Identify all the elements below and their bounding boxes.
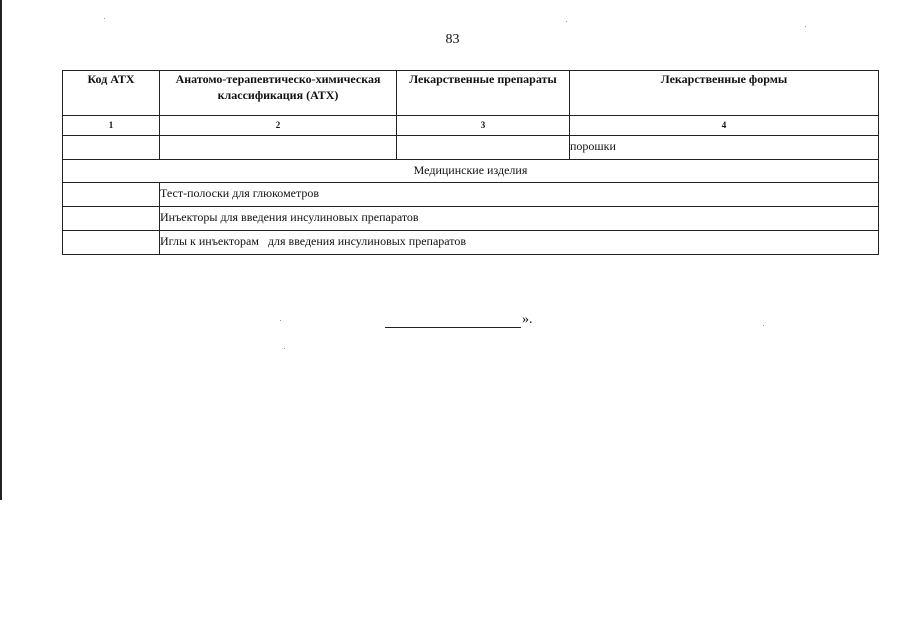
scan-left-edge [0,0,2,500]
scan-speck [280,320,281,321]
scan-speck [566,21,567,22]
section-row [63,160,879,183]
column-number-row [63,116,879,136]
empty-cell [63,231,160,255]
empty-cell [397,136,570,160]
column-number: 3 [397,116,570,136]
table-row [63,183,879,207]
dosage-form-cell: порошки [570,136,879,160]
scan-speck [284,348,285,349]
item-cell: Инъекторы для введения инсулиновых препаратов [160,207,879,231]
header-drugs: Лекарственные препараты [397,71,570,116]
header-row [63,71,879,116]
scan-speck [104,18,105,19]
table-row [63,207,879,231]
column-number: 2 [160,116,397,136]
scan-speck [763,325,764,326]
header-atx-code: Код АТХ [63,71,160,116]
table-row [63,231,879,255]
empty-cell [160,136,397,160]
section-title: Медицинские изделия [63,160,879,183]
empty-cell [63,136,160,160]
closing-mark: ». [522,312,533,327]
page-number: 83 [445,32,460,47]
column-number: 1 [63,116,160,136]
closing-line [385,312,533,328]
column-number: 4 [570,116,879,136]
item-cell: Тест-полоски для глюкометров [160,183,879,207]
header-dosage-forms: Лекарственные формы [570,71,879,116]
scan-speck [805,26,806,27]
empty-cell [63,183,160,207]
header-atx-classification: Анатомо-терапевтическо-химическая классификация (АТХ) [160,71,397,116]
empty-cell [63,207,160,231]
atx-table [62,70,879,255]
signature-line [385,313,521,328]
item-cell: Иглы к инъекторам для введения инсулиновых препаратов [160,231,879,255]
table-row [63,136,879,160]
